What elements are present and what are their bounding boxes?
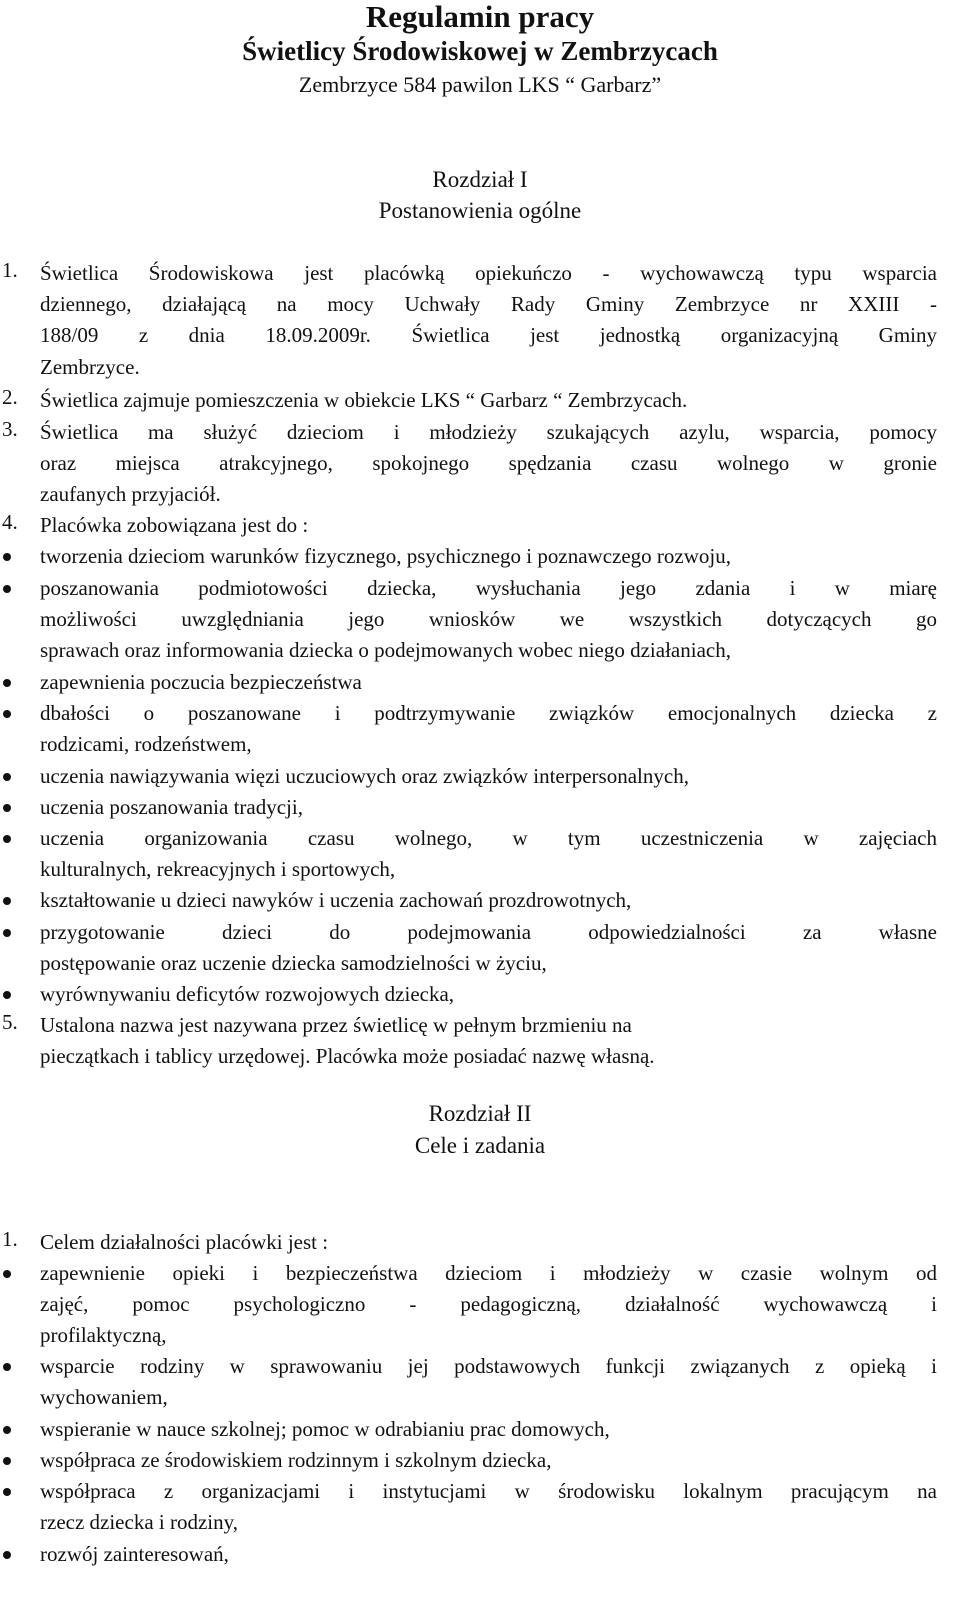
bullet-icon (3, 679, 11, 687)
bullet-icon (3, 710, 11, 718)
item-number: 1. (2, 258, 18, 282)
chapter-2-heading: Rozdział II (428, 1101, 532, 1126)
bullet-icon (3, 1457, 11, 1465)
text-line: Świetlica ma służyć dzieciom i młodzieży szukających azylu, wsparcia, pomocy (40, 420, 937, 444)
bullet-icon (3, 1426, 11, 1434)
text-line: pieczątkach i tablicy urzędowej. Placówka może posiadać nazwę własną. (40, 1044, 655, 1069)
bullet-icon (3, 553, 11, 561)
chapter-1-item-4-intro: Placówka zobowiązana jest do : (40, 513, 309, 537)
text-line: tworzenia dzieciom warunków fizycznego, psychicznego i poznawczego rozwoju, (40, 544, 731, 568)
document-subtitle: Świetlicy Środowiskowej w Zembrzycach (242, 36, 718, 66)
chapter-2-item-1-intro: Celem działalności placówki jest : (40, 1230, 329, 1254)
text-line: wychowaniem, (40, 1385, 168, 1410)
text-line: Zembrzyce. (40, 354, 140, 379)
text-line: Świetlica Środowiskowa jest placówką opiekuńczo - wychowawczą typu wsparcia (40, 261, 937, 285)
bullet-icon (3, 773, 11, 781)
item-number: 1. (2, 1227, 18, 1251)
text-line: postępowanie oraz uczenie dziecka samodzielności w życiu, (40, 951, 547, 976)
bullet-icon (3, 897, 11, 905)
chapter-1-item-5 (40, 1010, 937, 1072)
bullet-icon (3, 835, 11, 843)
document-title: Regulamin pracy (365, 0, 595, 34)
text-line: przygotowanie dzieci do podejmowania odpowiedzialności za własne (40, 920, 937, 944)
item-number: 4. (2, 510, 18, 534)
bullet-item (40, 917, 937, 979)
chapter-1-name: Postanowienia ogólne (378, 198, 582, 223)
text-line: wyrównywaniu deficytów rozwojowych dziecka, (40, 982, 455, 1006)
bullet-item (40, 1539, 937, 1570)
chapter-1-item-1 (40, 258, 937, 383)
chapter-1-heading: Rozdział I (432, 167, 528, 192)
text-line: kształtowanie u dzieci nawyków i uczenia zachowań prozdrowotnych, (40, 888, 632, 912)
text-line: profilaktyczną, (40, 1323, 167, 1348)
bullet-item (40, 1445, 937, 1476)
text-line: dziennego, działającą na mocy Uchwały Rady Gminy Zembrzyce nr XXIII - (40, 292, 937, 317)
text-line: Ustalona nazwa jest nazywana przez świetlicę w pełnym brzmieniu na (40, 1013, 632, 1037)
bullet-item (40, 885, 937, 916)
bullet-icon (3, 1270, 11, 1278)
bullet-icon (3, 585, 11, 593)
text-line: rzecz dziecka i rodziny, (40, 1510, 239, 1535)
text-line: kulturalnych, rekreacyjnych i sportowych, (40, 857, 396, 882)
text-line: wspieranie w nauce szkolnej; pomoc w odrabianiu prac domowych, (40, 1417, 610, 1441)
item-number: 2. (2, 385, 18, 409)
item-number: 5. (2, 1010, 18, 1034)
text-line: rozwój zainteresowań, (40, 1542, 229, 1566)
text-line: sprawach oraz informowania dziecka o podejmowanych wobec niego działaniach, (40, 638, 731, 663)
text-line: zajęć, pomoc psychologiczno - pedagogiczną, działalność wychowawczą i (40, 1292, 937, 1317)
text-line: dbałości o poszanowane i podtrzymywanie związków emocjonalnych dziecka z (40, 701, 937, 725)
text-line: uczenia nawiązywania więzi uczuciowych oraz związków interpersonalnych, (40, 764, 689, 788)
item-number: 3. (2, 417, 18, 441)
bullet-icon (3, 929, 11, 937)
bullet-icon (3, 1363, 11, 1371)
text-line: poszanowania podmiotowości dziecka, wysłuchania jego zdania i w miarę (40, 576, 937, 600)
bullet-item (40, 573, 937, 667)
text-line: współpraca ze środowiskiem rodzinnym i szkolnym dziecka, (40, 1448, 552, 1472)
bullet-item (40, 823, 937, 885)
text-line: uczenia organizowania czasu wolnego, w tym uczestniczenia w zajęciach (40, 826, 937, 850)
bullet-icon (3, 804, 11, 812)
bullet-icon (3, 1551, 11, 1559)
text-line: wsparcie rodziny w sprawowaniu jej podstawowych funkcji związanych z opieką i (40, 1354, 937, 1378)
text-line: zapewnienie opieki i bezpieczeństwa dzieciom i młodzieży w czasie wolnym od (40, 1261, 937, 1285)
chapter-1-item-3 (40, 417, 937, 511)
bullet-item (40, 979, 937, 1010)
bullet-item (40, 1258, 937, 1352)
bullet-item (40, 761, 937, 792)
bullet-icon (3, 1488, 11, 1496)
bullet-item (40, 1476, 937, 1538)
text-line: zapewnienia poczucia bezpieczeństwa (40, 670, 362, 694)
document-address: Zembrzyce 584 pawilon LKS “ Garbarz” (298, 72, 662, 97)
bullet-item (40, 1414, 937, 1445)
bullet-item (40, 698, 937, 760)
text-line: Świetlica zajmuje pomieszczenia w obiekcie LKS “ Garbarz “ Zembrzycach. (40, 388, 688, 412)
text-line: zaufanych przyjaciół. (40, 482, 221, 507)
text-line: rodzicami, rodzeństwem, (40, 732, 252, 757)
text-line: możliwości uwzględniania jego wniosków we wszystkich dotyczących go (40, 607, 937, 632)
text-line: oraz miejsca atrakcyjnego, spokojnego spędzania czasu wolnego w gronie (40, 451, 937, 476)
chapter-2-name: Cele i zadania (414, 1133, 546, 1158)
text-line: uczenia poszanowania tradycji, (40, 795, 303, 819)
bullet-item (40, 667, 937, 698)
bullet-item (40, 792, 937, 823)
bullet-icon (3, 991, 11, 999)
bullet-item (40, 1351, 937, 1413)
text-line: 188/09 z dnia 18.09.2009r. Świetlica jest jednostką organizacyjną Gminy (40, 323, 937, 348)
bullet-item (40, 541, 937, 572)
chapter-1-item-2 (40, 385, 937, 416)
text-line: współpraca z organizacjami i instytucjami w środowisku lokalnym pracującym na (40, 1479, 937, 1503)
